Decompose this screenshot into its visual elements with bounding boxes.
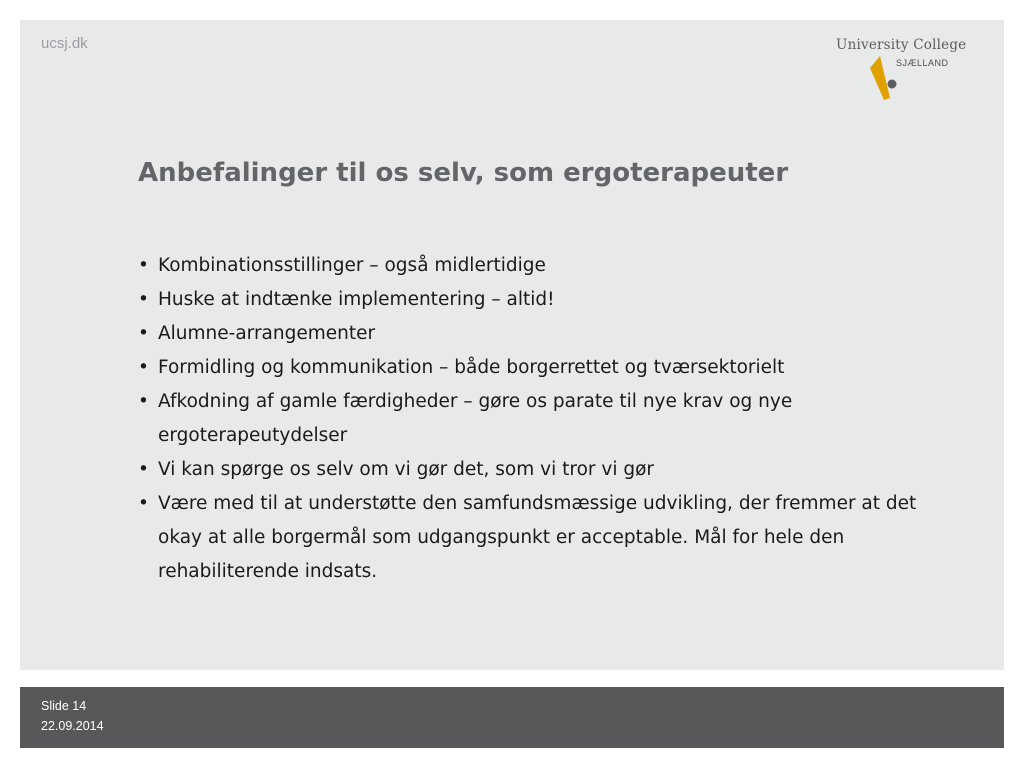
logo-name-text: University College bbox=[836, 37, 967, 53]
bullet-marker: • bbox=[138, 289, 149, 310]
bullet-item bbox=[138, 317, 958, 351]
university-college-logo bbox=[836, 37, 976, 107]
bullet-marker: • bbox=[138, 459, 149, 480]
bullet-marker: • bbox=[138, 255, 149, 276]
bullet-item bbox=[138, 351, 958, 385]
slide-date-label: 22.09.2014 bbox=[41, 719, 104, 733]
bullet-marker: • bbox=[138, 323, 149, 344]
bullet-item bbox=[138, 249, 958, 283]
logo-subname-text: SJÆLLAND bbox=[896, 58, 949, 68]
slide-number-label: Slide 14 bbox=[41, 699, 87, 713]
logo-dot-shape bbox=[888, 80, 897, 89]
site-url-label: ucsj.dk bbox=[41, 35, 88, 52]
logo-mark-icon bbox=[868, 56, 898, 102]
bullet-text: Formidling og kommunikation – både borgerrettet og tværsektorielt bbox=[158, 357, 785, 378]
bullet-marker: • bbox=[138, 357, 149, 378]
slide-canvas bbox=[20, 20, 1004, 670]
slide-footer bbox=[20, 687, 1004, 748]
bullet-marker: • bbox=[138, 493, 149, 514]
bullet-text: Huske at indtænke implementering – altid! bbox=[158, 289, 555, 310]
bullet-text: Afkodning af gamle færdigheder – gøre os parate til nye krav og nye ergoterapeutydelser bbox=[158, 391, 793, 446]
slide-title: Anbefalinger til os selv, som ergoterapeuter bbox=[138, 158, 789, 188]
bullet-marker: • bbox=[138, 391, 149, 412]
bullet-text: Kombinationsstillinger – også midlertidige bbox=[158, 255, 546, 276]
logo-accent-shape bbox=[870, 56, 890, 100]
bullet-item bbox=[138, 385, 958, 453]
bullet-text: Være med til at understøtte den samfundsmæssige udvikling, der fremmer at det okay at alle borgermål som udgangspunkt er acceptable. Mål for hele den rehabiliterende indsats. bbox=[158, 493, 917, 582]
bullet-text: Vi kan spørge os selv om vi gør det, som vi tror vi gør bbox=[158, 459, 655, 480]
bullet-item bbox=[138, 283, 958, 317]
bullet-list bbox=[138, 249, 958, 589]
bullet-text: Alumne-arrangementer bbox=[158, 323, 376, 344]
bullet-item bbox=[138, 453, 958, 487]
bullet-item bbox=[138, 487, 958, 589]
